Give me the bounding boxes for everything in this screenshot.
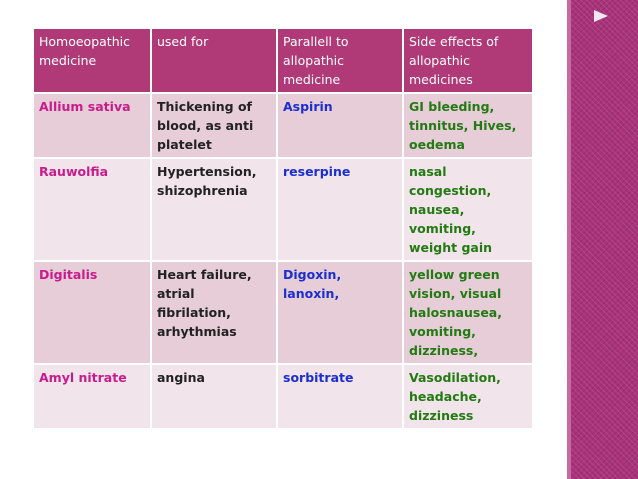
cell-homoeopathic: Amyl nitrate <box>33 364 151 429</box>
header-homoeopathic-medicine: Homoeopathic medicine <box>33 28 151 93</box>
table-header <box>33 28 533 93</box>
table-body <box>33 93 533 429</box>
cell-used-for: Thickening of blood, as anti platelet <box>151 93 277 158</box>
cell-used-for: Hypertension, shizophrenia <box>151 158 277 261</box>
cell-side-effects: nasal congestion, nausea, vomiting, weight gain <box>403 158 533 261</box>
table-row <box>33 364 533 429</box>
cell-homoeopathic: Rauwolfia <box>33 158 151 261</box>
cell-used-for: angina <box>151 364 277 429</box>
table-row <box>33 93 533 158</box>
cell-allopathic: Aspirin <box>277 93 403 158</box>
header-used-for: used for <box>151 28 277 93</box>
cell-allopathic: Digoxin, lanoxin, <box>277 261 403 364</box>
cell-homoeopathic: Allium sativa <box>33 93 151 158</box>
header-parallel-allopathic: Parallell to allopathic medicine <box>277 28 403 93</box>
triangle-bullet-shape <box>594 10 608 22</box>
cell-allopathic: reserpine <box>277 158 403 261</box>
cell-side-effects: yellow green vision, visual halosnausea, vomiting, dizziness, <box>403 261 533 364</box>
cell-side-effects: Vasodilation, headache, dizziness <box>403 364 533 429</box>
table-row <box>33 261 533 364</box>
medicine-comparison-table <box>32 27 534 430</box>
cell-allopathic: sorbitrate <box>277 364 403 429</box>
side-strip-edge <box>567 0 571 479</box>
cell-side-effects: GI bleeding, tinnitus, Hives, oedema <box>403 93 533 158</box>
cell-used-for: Heart failure, atrial fibrilation, arhythmias <box>151 261 277 364</box>
table-row <box>33 158 533 261</box>
table-header-row <box>33 28 533 93</box>
triangle-bullet-icon <box>594 10 608 22</box>
side-decoration-strip <box>567 0 638 479</box>
header-side-effects: Side effects of allopathic medicines <box>403 28 533 93</box>
cell-homoeopathic: Digitalis <box>33 261 151 364</box>
